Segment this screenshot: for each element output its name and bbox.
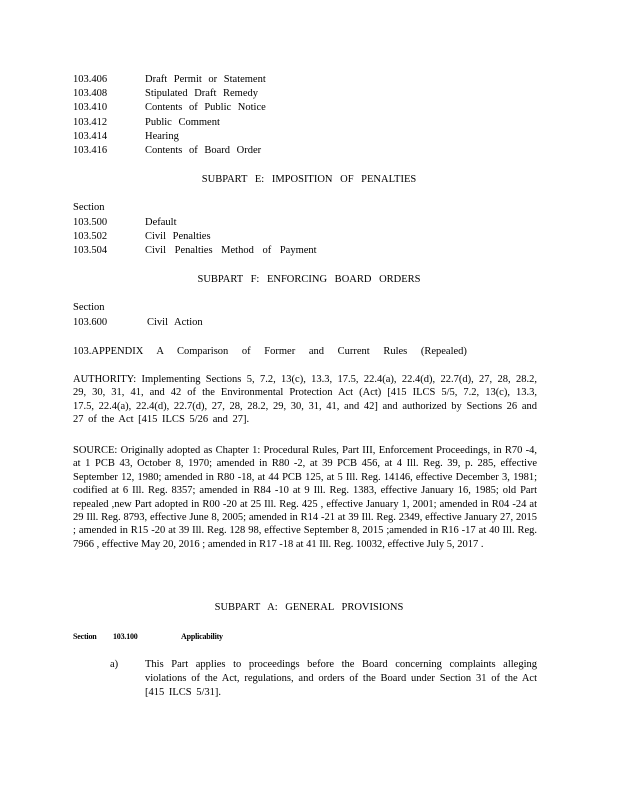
- toc-title: Stipulated Draft Remedy: [145, 88, 258, 99]
- subpart-a-heading: SUBPART A: GENERAL PROVISIONS: [214, 602, 404, 613]
- toc-number: 103.414: [73, 131, 108, 142]
- toc-title: Public Comment: [145, 117, 220, 128]
- section-number: 103.100: [113, 632, 138, 641]
- toc-title: Contents of Board Order: [145, 145, 262, 156]
- subpart-f-heading: SUBPART F: ENFORCING BOARD ORDERS: [197, 274, 421, 285]
- section-label: Section: [73, 302, 105, 313]
- toc-number: 103.416: [73, 145, 108, 156]
- section-label: Section: [73, 202, 105, 213]
- toc-number: 103.600: [73, 317, 108, 328]
- appendix-line: 103.APPENDIX A Comparison of Former and Current Rules (Repealed): [73, 346, 467, 357]
- toc-number: 103.504: [73, 245, 108, 256]
- toc-title: Civil Penalties: [145, 231, 211, 242]
- authority-note: AUTHORITY: Implementing Sections 5, 7.2, 13(c), 13.3, 17.5, 22.4(a), 22.4(d), 22.7(d), 27, 28, 28.2, 29, 30, 31, 41, and 42 of the Environmental Protection Act (Act) [415 ILCS 5/5, 7.2, 13(c), 13.3, 17.5, 22.4(a), 22.4(d), 22.7(d), 27, 28, 28.2, 29, 30, 31, 41, and 42] and authorized by Sections 26 and 27 of the Act [415 ILCS 5/26 and 27].: [73, 374, 537, 426]
- toc-title: Hearing: [145, 131, 179, 142]
- toc-title: Civil Action: [147, 317, 203, 328]
- subsection-label: a): [110, 659, 119, 670]
- toc-title: Default: [145, 217, 177, 228]
- toc-title: Contents of Public Notice: [145, 102, 266, 113]
- subsection-text: This Part applies to proceedings before the Board concerning complaints alleging violations of the Act, regulations, and orders of the Board under Section 31 of the Act [415 ILCS 5/31].: [145, 659, 537, 698]
- toc-number: 103.408: [73, 88, 108, 99]
- section-label: Section: [73, 632, 97, 641]
- toc-number: 103.502: [73, 231, 108, 242]
- section-title: Applicability: [181, 632, 223, 641]
- subpart-e-heading: SUBPART E: IMPOSITION OF PENALTIES: [201, 174, 417, 185]
- toc-number: 103.412: [73, 117, 108, 128]
- toc-title: Civil Penalties Method of Payment: [145, 245, 317, 256]
- toc-number: 103.500: [73, 217, 108, 228]
- toc-title: Draft Permit or Statement: [145, 74, 266, 85]
- toc-number: 103.406: [73, 74, 108, 85]
- source-note: SOURCE: Originally adopted as Chapter 1: Procedural Rules, Part III, Enforcement Proceedings, in R70 -4, at 1 PCB 43, October 8, 1970; amended in R80 -2, at 39 PCB 456, at 4 Ill. Reg. 39, p. 285, effective September 12, 1980; amended in R80 -18, at 44 PCB 125, at 5 Ill. Reg. 14146, effective December 3, 1981; codified at 6 Ill. Reg. 8357; amended in R84 -10 at 9 Ill. Reg. 1383, effective January 16, 1985; old Part repealed ,new Part adopted in R00 -20 at 25 Ill. Reg. 425 , effective January 1, 2001; amended in R04 -24 at 29 Ill. Reg. 8793, effective June 8, 2005; amended in R14 -21 at 39 Ill. Reg. 2349, effective January 27, 2015 ; amended in R15 -20 at 39 Ill. Reg. 128 98, effective September 8, 2015 ;amended in R16 -17 at 40 Ill. Reg. 7966 , effective May 20, 2016 ; amended in R17 -18 at 41 Ill. Reg. 10032, effective July 5, 2017 .: [73, 445, 537, 550]
- toc-number: 103.410: [73, 102, 108, 113]
